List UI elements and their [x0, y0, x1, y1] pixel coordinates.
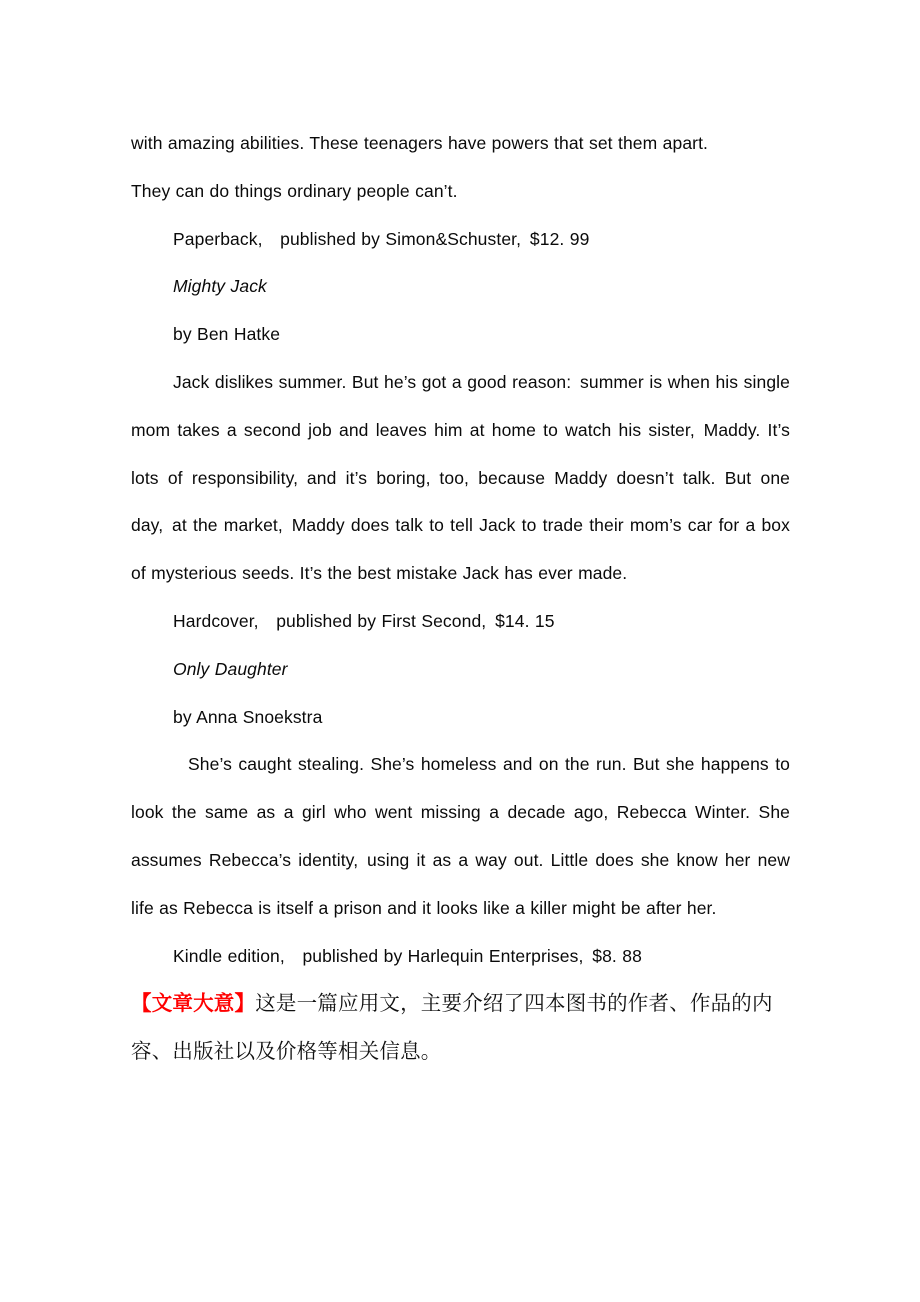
book-author-only-daughter: by Anna Snoekstra [173, 706, 323, 727]
article-summary-annotation [131, 980, 790, 1076]
book-author-mighty-jack: by Ben Hatke [173, 324, 281, 345]
book-title-only-daughter: Only Daughter [173, 658, 288, 679]
publication-info-first-book: Paperback, published by Simon&Schuster, $12. 99 [173, 228, 590, 249]
publication-info-mighty-jack: Hardcover, published by First Second, $14. 15 [173, 610, 555, 631]
book-title-mighty-jack: Mighty Jack [173, 276, 267, 297]
book-description-mighty-jack: Jack dislikes summer. But he’s got a good reason: summer is when his single mom takes a second job and leaves him at home to watch his sister, Maddy. It’s lots of responsibility, and it’s boring, too, because Maddy doesn’t talk. But one day, at the market, Maddy does talk to tell Jack to trade their mom’s car for a box of mysterious seeds. It’s the best mistake Jack has ever made. [131, 371, 790, 584]
continued-paragraph-line-1: with amazing abilities. These teenagers have powers that set them apart. [131, 133, 709, 153]
book-description-only-daughter: She’s caught stealing. She’s homeless and on the run. But she happens to look the same as a girl who went missing a decade ago, Rebecca Winter. She assumes Rebecca’s identity, using it as a way out. Little does she know her new life as Rebecca is itself a prison and it looks like a killer might be after her. [131, 754, 790, 918]
publication-info-only-daughter: Kindle edition, published by Harlequin Enterprises, $8. 88 [173, 945, 642, 966]
annotation-tag-label: 【文章大意】 [131, 993, 256, 1016]
annotation-body-text: 这是一篇应用文，主要介绍了四本图书的作者、作品的内容、出版社以及价格等相关信息。 [131, 993, 773, 1064]
continued-paragraph-line-2: They can do things ordinary people can’t. [131, 180, 458, 201]
page-content [131, 120, 790, 1076]
